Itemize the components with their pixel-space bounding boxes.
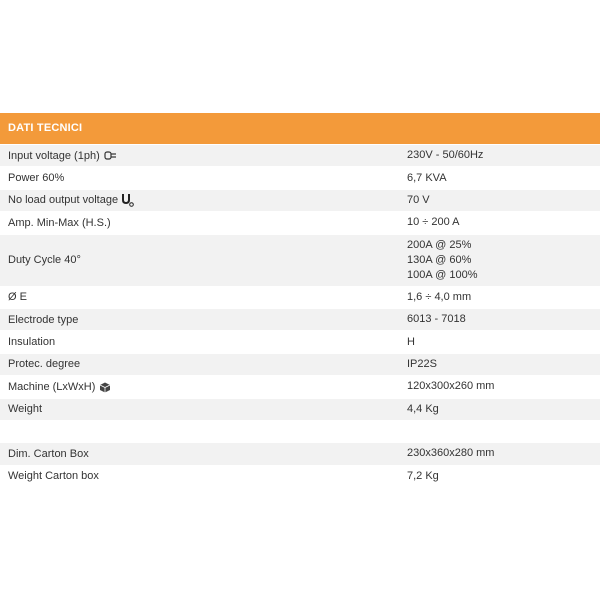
row-value: 6,7 KVA — [407, 171, 447, 184]
row-value: 4,4 Kg — [407, 402, 439, 415]
row-label: Dim. Carton Box — [8, 447, 89, 460]
row-value: 230x360x280 mm — [407, 447, 495, 460]
row-label: Machine (LxWxH) — [8, 380, 96, 393]
row-label: Electrode type — [8, 313, 79, 326]
table-row — [0, 398, 600, 420]
row-label: Power 60% — [8, 172, 65, 185]
row-label: Input voltage (1ph) — [8, 149, 100, 162]
u0-symbol-icon — [122, 193, 134, 207]
table-row — [0, 442, 600, 464]
table-row — [0, 308, 600, 330]
row-label: Protec. degree — [8, 358, 81, 371]
row-value: 10 ÷ 200 A — [407, 216, 460, 229]
box-dimensions-icon — [99, 381, 111, 393]
table-row — [0, 465, 600, 487]
row-label: Weight Carton box — [8, 470, 99, 483]
table-row — [0, 330, 600, 352]
table-row — [0, 234, 600, 286]
row-value: 7,2 Kg — [407, 469, 439, 482]
table-row — [0, 166, 600, 188]
row-value: 6013 - 7018 — [407, 313, 466, 326]
table-row — [0, 211, 600, 233]
row-value: 70 V — [407, 193, 430, 206]
row-value: 130A @ 60% — [407, 253, 472, 266]
row-value: 230V - 50/60Hz — [407, 149, 484, 162]
row-label: Ø E — [8, 291, 27, 304]
table-header: DATI TECNICI — [0, 113, 600, 144]
spec-table — [0, 113, 600, 487]
table-row — [0, 420, 600, 442]
row-label: Duty Cycle 40° — [8, 254, 81, 267]
row-value: 120x300x260 mm — [407, 380, 495, 393]
table-row — [0, 189, 600, 211]
table-row — [0, 375, 600, 397]
row-label: Amp. Min-Max (H.S.) — [8, 216, 111, 229]
row-value: 200A @ 25% — [407, 238, 472, 251]
row-value: IP22S — [407, 357, 437, 370]
table-row — [0, 144, 600, 166]
table-row — [0, 286, 600, 308]
plug-icon — [104, 151, 117, 160]
table-row — [0, 353, 600, 375]
row-label: No load output voltage — [8, 194, 119, 207]
row-value: 100A @ 100% — [407, 268, 478, 281]
row-label: Weight — [8, 403, 43, 416]
row-value: H — [407, 335, 415, 348]
row-label: Insulation — [8, 336, 56, 349]
row-value: 1,6 ÷ 4,0 mm — [407, 290, 472, 303]
